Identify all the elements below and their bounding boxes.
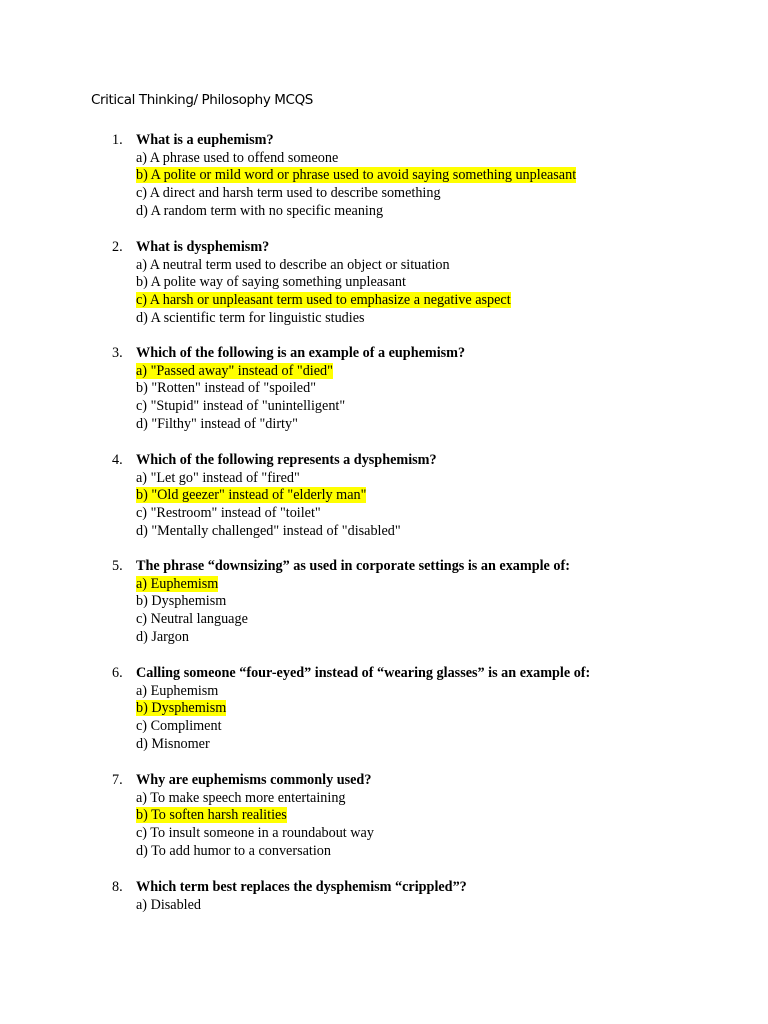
answer-option — [136, 310, 511, 328]
answer-option — [136, 274, 511, 292]
answer-option — [136, 629, 248, 647]
answer-option-text: b) A polite way of saying something unpleasant — [136, 274, 406, 291]
answer-option-text: d) Misnomer — [136, 735, 210, 752]
answer-option — [136, 203, 576, 221]
answer-option-correct — [136, 363, 345, 381]
question-stem: What is a euphemism? — [136, 132, 274, 148]
question-options — [136, 470, 401, 541]
answer-option-text: b) "Rotten" instead of "spoiled" — [136, 380, 316, 397]
answer-option-text: d) A scientific term for linguistic studies — [136, 309, 365, 326]
document-title: Critical Thinking/ Philosophy MCQS — [91, 92, 313, 108]
answer-option-correct — [136, 700, 226, 718]
answer-option — [136, 825, 374, 843]
answer-option — [136, 718, 226, 736]
answer-option — [136, 257, 511, 275]
answer-option-text: c) "Stupid" instead of "unintelligent" — [136, 398, 346, 415]
answer-option-text: d) To add humor to a conversation — [136, 842, 331, 859]
question-number: 6. — [112, 665, 123, 681]
answer-option — [136, 150, 576, 168]
question-number: 3. — [112, 345, 123, 361]
question-number: 7. — [112, 772, 123, 788]
answer-option-correct — [136, 807, 374, 825]
answer-option — [136, 470, 401, 488]
answer-option — [136, 843, 374, 861]
answer-option-correct — [136, 487, 401, 505]
answer-option — [136, 523, 401, 541]
question-options — [136, 576, 248, 647]
answer-option — [136, 736, 226, 754]
answer-option — [136, 611, 248, 629]
answer-option-text: d) A random term with no specific meaning — [136, 202, 384, 219]
answer-option-text: a) Euphemism — [136, 682, 219, 699]
question-options — [136, 363, 345, 434]
answer-option — [136, 416, 345, 434]
answer-option-correct — [136, 292, 511, 310]
question-stem: Which term best replaces the dysphemism “crippled”? — [136, 879, 467, 895]
question-number: 8. — [112, 879, 123, 895]
question-stem: Which of the following is an example of a euphemism? — [136, 345, 466, 361]
answer-option-text: c) To insult someone in a roundabout way — [136, 825, 374, 842]
answer-option-text: b) Dysphemism — [136, 700, 227, 717]
answer-option-correct — [136, 576, 248, 594]
answer-option-text: b) To soften harsh realities — [136, 807, 287, 824]
question-stem: Why are euphemisms commonly used? — [136, 772, 372, 788]
answer-option-text: c) A direct and harsh term used to describe something — [136, 185, 441, 202]
answer-option — [136, 790, 374, 808]
answer-option-text: c) Neutral language — [136, 611, 248, 628]
question-stem: Which of the following represents a dysphemism? — [136, 452, 437, 468]
question-stem: What is dysphemism? — [136, 239, 270, 255]
answer-option-text: d) Jargon — [136, 628, 189, 645]
question-options — [136, 150, 576, 221]
answer-option — [136, 505, 401, 523]
answer-option-text: c) Compliment — [136, 718, 222, 735]
question-options — [136, 257, 511, 328]
answer-option — [136, 398, 345, 416]
answer-option-text: b) A polite or mild word or phrase used to avoid saying something unpleasant — [136, 167, 577, 184]
answer-option-text: a) Disabled — [136, 896, 202, 913]
question-options — [136, 683, 226, 754]
question-stem: Calling someone “four-eyed” instead of “wearing glasses” is an example of: — [136, 665, 591, 681]
question-number: 5. — [112, 558, 123, 574]
answer-option — [136, 593, 248, 611]
answer-option-correct — [136, 167, 576, 185]
answer-option-text: c) "Restroom" instead of "toilet" — [136, 505, 321, 522]
answer-option-text: b) "Old geezer" instead of "elderly man" — [136, 487, 367, 504]
answer-option — [136, 380, 345, 398]
answer-option-text: d) "Filthy" instead of "dirty" — [136, 415, 298, 432]
answer-option-text: a) "Passed away" instead of "died" — [136, 362, 333, 379]
answer-option-text: a) To make speech more entertaining — [136, 789, 346, 806]
question-number: 2. — [112, 239, 123, 255]
answer-option-text: a) Euphemism — [136, 575, 219, 592]
answer-option-text: a) A phrase used to offend someone — [136, 149, 339, 166]
question-options — [136, 790, 374, 861]
answer-option-text: a) "Let go" instead of "fired" — [136, 469, 300, 486]
question-number: 1. — [112, 132, 123, 148]
question-stem: The phrase “downsizing” as used in corporate settings is an example of: — [136, 558, 570, 574]
answer-option-text: c) A harsh or unpleasant term used to emphasize a negative aspect — [136, 292, 511, 309]
answer-option-text: d) "Mentally challenged" instead of "disabled" — [136, 522, 401, 539]
question-number: 4. — [112, 452, 123, 468]
question-options — [136, 897, 201, 915]
answer-option-text: b) Dysphemism — [136, 593, 227, 610]
answer-option-text: a) A neutral term used to describe an object or situation — [136, 256, 450, 273]
answer-option — [136, 185, 576, 203]
answer-option — [136, 897, 201, 915]
answer-option — [136, 683, 226, 701]
